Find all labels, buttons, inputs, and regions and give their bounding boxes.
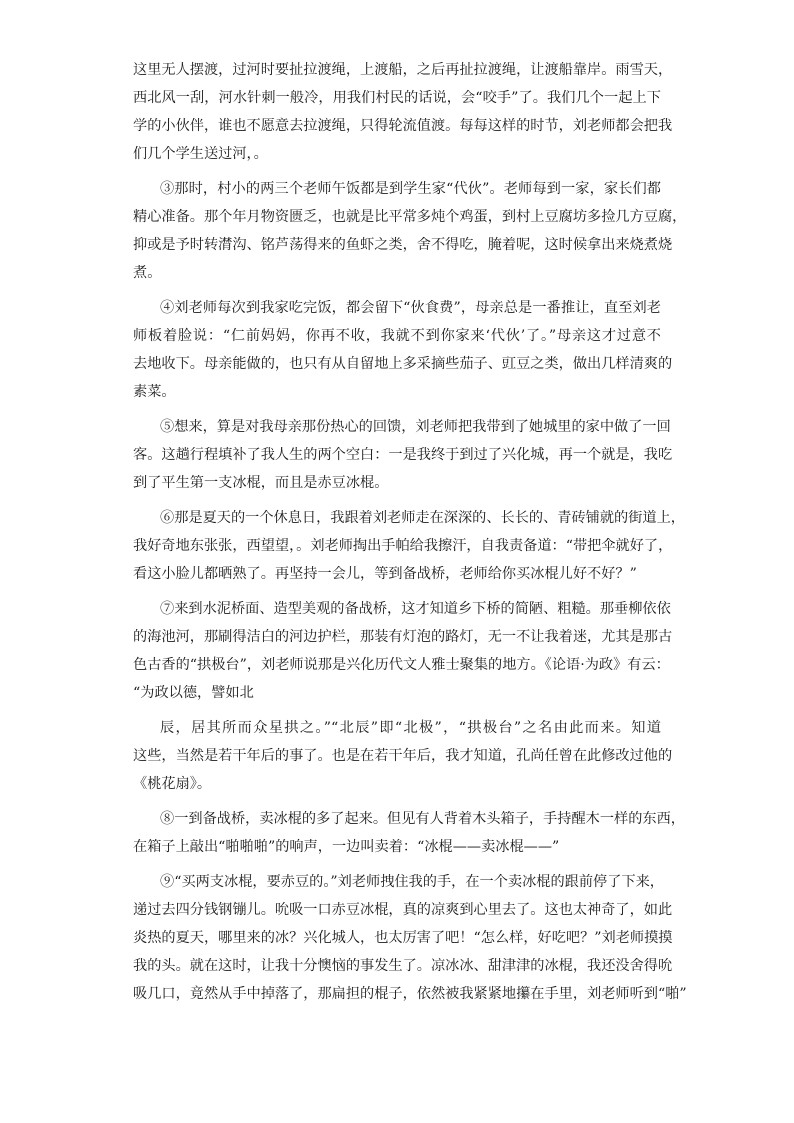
text-line: 《桃花扇》。 [133, 776, 212, 792]
text-line: 到了平生第一支冰棍，而且是赤豆冰棍。 [133, 475, 389, 491]
text-line: 精心准备。那个年月物资匮乏，也就是比平常多炖个鸡蛋，到村上豆腐坊多捡几方豆腐， [133, 209, 687, 225]
text-line: 素菜。 [133, 384, 176, 400]
paragraph-8 [133, 809, 685, 857]
text-line: 客。这趟行程填补了我人生的两个空白：一是我终于到过了兴化城，再一个就是，我吃 [133, 447, 673, 463]
text-line: 辰，居其所而众星拱之。”“北辰”即“北极”，“拱极台”之名由此而来。知道 [160, 720, 661, 736]
paragraph-5 [133, 417, 673, 493]
text-line: 师板着脸说：“仁前妈妈，你再不收，我就不到你家来‘代伙’了。”母亲这才过意不 [133, 328, 661, 344]
paragraph-1 [133, 60, 673, 164]
text-line: 这里无人摆渡，过河时要扯拉渡绳，上渡船，之后再扯拉渡绳，让渡船靠岸。雨雪天， [133, 62, 673, 78]
text-line: 看这小脸儿都晒熟了。再坚持一会儿，等到备战桥，老师给你买冰棍儿好不好？” [133, 566, 637, 582]
paragraph-9 [133, 872, 687, 1004]
text-line: ⑧一到备战桥，卖冰棍的多了起来。但见有人背着木头箱子，手持醒木一样的东西， [160, 811, 685, 827]
text-line: ④刘老师每次到我家吃完饭，都会留下“伙食费”，母亲总是一番推让，直至刘老 [160, 300, 661, 316]
text-line: 西北风一刮，河水针刺一般冷，用我们村民的话说，会“咬手”了。我们几个一起上下 [133, 90, 661, 106]
text-line: ③那时，村小的两三个老师午饭都是到学生家“代伙”。老师每到一家，家长们都 [160, 181, 661, 197]
text-line: 学的小伙伴，谁也不愿意去拉渡绳，只得轮流值渡。每每这样的时节，刘老师都会把我 [133, 118, 673, 134]
text-line: “为政以德，譬如北 [133, 685, 254, 701]
text-line: 炎热的夏天，哪里来的冰？兴化城人，也太厉害了吧！“怎么样，好吃吧？”刘老师摸摸 [133, 930, 673, 946]
paragraph-7 [133, 599, 673, 703]
text-line: 的海池河，那刷得洁白的河边护栏，那装有灯泡的路灯，无一不让我着迷，尤其是那古 [133, 629, 673, 645]
text-line: 煮。 [133, 265, 162, 281]
paragraph-6 [133, 508, 685, 584]
text-line: 我好奇地东张张，西望望，。刘老师掏出手帕给我擦汗，自我责备道：“带把伞就好了， [133, 538, 673, 554]
text-line: 递过去四分钱钢镚儿。吮吸一口赤豆冰棍，真的凉爽到心里去了。这也太神奇了，如此 [133, 902, 673, 918]
text-line: 抑或是予时转潸沟、铭芦荡得来的鱼虾之类，舍不得吃，腌着呢，这时候拿出来烧煮烧 [133, 237, 673, 253]
text-line: 吸几口，竟然从手中掉落了，那扁担的棍子，依然被我紧紧地攥在手里，刘老师听到“啪” [133, 986, 687, 1002]
text-line: 我的头。就在这时，让我十分懊恼的事发生了。凉冰冰、甜津津的冰棍，我还没舍得吮 [133, 958, 673, 974]
document-page [133, 60, 687, 1019]
text-line: 们几个学生送过河，。 [133, 146, 268, 162]
text-line: ⑤想来，算是对我母亲那份热心的回馈，刘老师把我带到了她城里的家中做了一回 [160, 419, 671, 435]
text-line: 这些，当然是若干年后的事了。也是在若干年后，我才知道，孔尚任曾在此修改过他的 [133, 748, 673, 764]
text-line: ⑨“买两支冰棍，要赤豆的。”刘老师拽住我的手，在一个卖冰棍的跟前停了下来， [160, 874, 664, 890]
text-line: 色古香的“拱极台”，刘老师说那是兴化历代文人雅士聚集的地方。《论语·为政》有云： [133, 657, 670, 673]
paragraph-3 [133, 179, 687, 283]
text-line: ⑦来到水泥桥面、造型美观的备战桥，这才知道乡下桥的简陋、粗糙。那垂柳依依 [160, 601, 671, 617]
paragraph-7-continued [133, 718, 673, 794]
paragraph-4 [133, 298, 673, 402]
text-line: 在箱子上敲出“啪啪啪”的响声，一边叫卖着：“冰棍——卖冰棍——” [133, 839, 560, 855]
text-line: 去地收下。母亲能做的，也只有从自留地上多采摘些茄子、豇豆之类，做出几样清爽的 [133, 356, 673, 372]
text-line: ⑥那是夏天的一个休息日，我跟着刘老师走在深深的、长长的、青砖铺就的街道上， [160, 510, 685, 526]
